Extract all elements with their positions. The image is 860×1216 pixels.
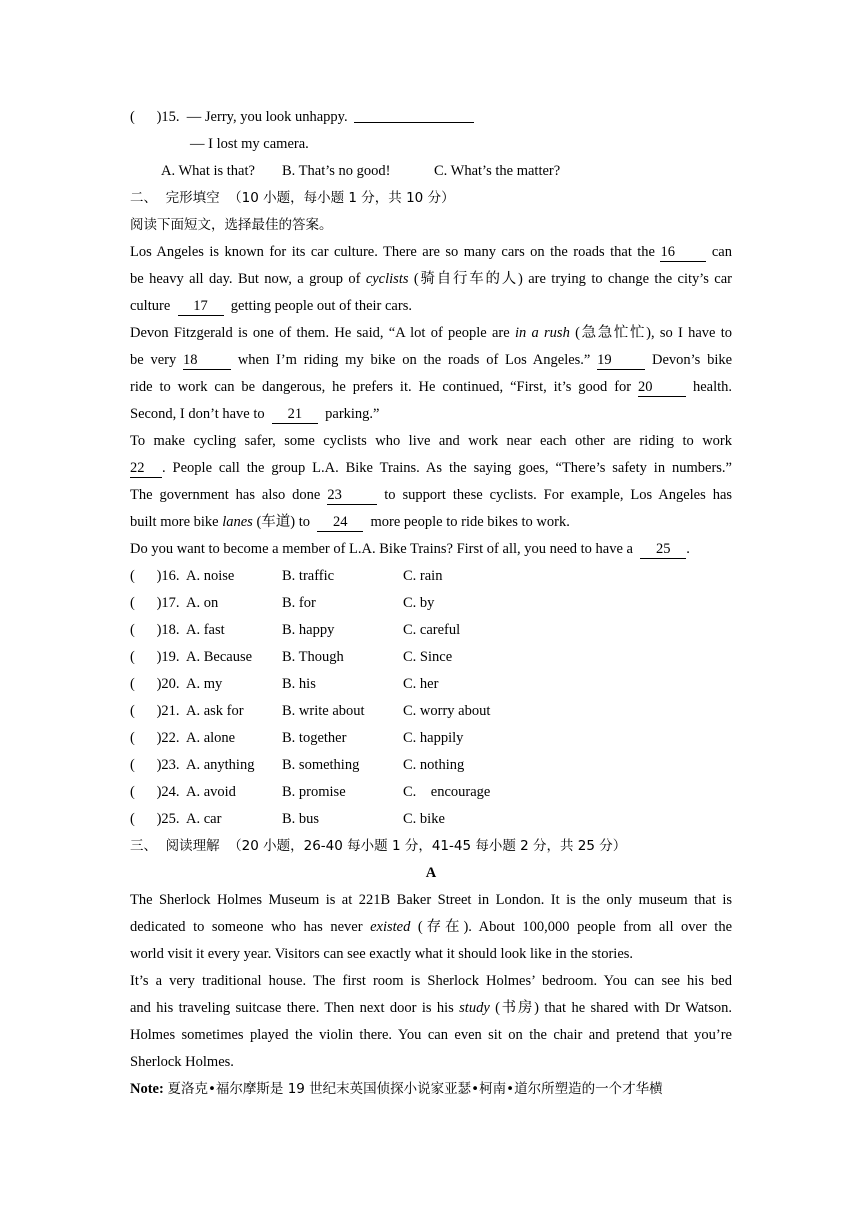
reading-text: dedicated to someone who has never: [130, 919, 363, 935]
cloze-text: ride to work can be dangerous, he prefers it. He continued, “First, it’s good for: [130, 379, 632, 395]
cloze-text: more people to ride bikes to work.: [370, 514, 570, 530]
option-a: A. ask for: [186, 703, 244, 719]
option-a: A. anything: [186, 757, 255, 773]
option-b: B. happy: [282, 622, 335, 638]
blank-25: 25: [640, 541, 686, 559]
reading-text: Sherlock Holmes.: [130, 1054, 234, 1070]
option-b: B. traffic: [282, 568, 335, 584]
question-number: ( )23.: [130, 757, 180, 773]
cloze-text: can: [711, 244, 732, 260]
cloze-text: to support these cyclists. For example, Los Angeles has: [384, 487, 733, 503]
cloze-line: [130, 536, 732, 563]
reading-text: The Sherlock Holmes Museum is at 221B Baker Street in London. It is the only museum that is: [130, 892, 732, 908]
blank-21: 21: [272, 406, 318, 424]
cloze-text: The government has also done: [130, 487, 321, 503]
option-c: C. Since: [403, 649, 453, 665]
choice-row: [130, 779, 732, 806]
cloze-text: parking.”: [325, 406, 380, 422]
option-c: C. rain: [403, 568, 443, 584]
question-number: ( )18.: [130, 622, 180, 638]
question-number: ( )17.: [130, 595, 180, 611]
question-15-stem: [130, 104, 732, 131]
choice-list: [130, 563, 732, 833]
reading-line: [130, 1022, 732, 1049]
option-a: A. fast: [186, 622, 225, 638]
cloze-line: [130, 347, 732, 374]
question-number: ( )25.: [130, 811, 180, 827]
cloze-text: (急急忙忙), so I have to: [575, 325, 733, 341]
option-a: A. Because: [186, 649, 253, 665]
reading-text: (存在). About 100,000 people from all over the: [417, 919, 733, 935]
reading-line: [130, 914, 732, 941]
option-a: A. What is that?: [161, 163, 255, 179]
option-b: B. bus: [282, 811, 320, 827]
cloze-line: [130, 482, 732, 509]
reading-text: world visit it every year. Visitors can see exactly what it should look like in the stories.: [130, 946, 634, 962]
question-number: ( )24.: [130, 784, 180, 800]
cloze-text: culture: [130, 298, 171, 314]
question-number: ( )16.: [130, 568, 180, 584]
option-a: A. car: [186, 811, 222, 827]
reading-line: [130, 995, 732, 1022]
blank-22: 22: [130, 460, 162, 478]
cloze-text: Los Angeles is known for its car culture. There are so many cars on the roads that the: [130, 244, 655, 260]
cloze-text: Second, I don’t have to: [130, 406, 265, 422]
blank-19: 19: [597, 352, 645, 370]
option-c: C. nothing: [403, 757, 465, 773]
option-b: B. promise: [282, 784, 346, 800]
choice-row: [130, 806, 732, 833]
section-3-title: 三、 阅读理解 （20 小题，26-40 每小题 1 分，41-45 每小题 2 分，共 25 分）: [130, 838, 627, 854]
cloze-text: To make cycling safer, some cyclists who live and work near each other are riding to work: [130, 433, 732, 449]
reading-line: [130, 1049, 732, 1076]
cloze-line: [130, 293, 732, 320]
cloze-text: be very: [130, 352, 177, 368]
cloze-text: when I’m riding my bike on the roads of Los Angeles.”: [237, 352, 591, 368]
choice-row: [130, 617, 732, 644]
blank-16: 16: [660, 244, 706, 262]
cloze-line: [130, 401, 732, 428]
reading-text: Holmes sometimes played the violin there. You can even sit on the chair and pretend that you’re: [130, 1027, 732, 1043]
option-a: A. alone: [186, 730, 236, 746]
cloze-text: (车道) to: [256, 514, 311, 530]
option-b: B. for: [282, 595, 316, 611]
option-c: C. worry about: [403, 703, 491, 719]
italic-term: existed: [370, 919, 411, 935]
option-b: B. That’s no good!: [282, 163, 391, 179]
option-b: B. his: [282, 676, 316, 692]
section-2-title: 二、 完形填空 （10 小题，每小题 1 分，共 10 分）: [130, 190, 455, 206]
option-c: C. her: [403, 676, 439, 692]
reading-line: [130, 941, 732, 968]
blank-18: 18: [183, 352, 231, 370]
note-text: 夏洛克•福尔摩斯是 19 世纪末英国侦探小说家亚瑟•柯南•道尔所塑造的一个才华横: [167, 1081, 663, 1097]
cloze-text: Devon’s bike: [651, 352, 733, 368]
choice-row: [130, 725, 732, 752]
option-b: B. together: [282, 730, 347, 746]
cloze-text: Do you want to become a member of L.A. Bike Trains? First of all, you need to have a: [130, 541, 633, 557]
question-number: ( )21.: [130, 703, 180, 719]
question-15-reply: [130, 131, 732, 158]
cloze-line: [130, 455, 732, 482]
exam-page: [130, 104, 732, 1103]
choice-row: [130, 671, 732, 698]
cloze-text: . People call the group L.A. Bike Trains. As the saying goes, “There’s safety in numbers.”: [162, 460, 732, 476]
cloze-line: [130, 320, 732, 347]
reading-line: [130, 887, 732, 914]
choice-row: [130, 590, 732, 617]
italic-term: in a rush: [514, 325, 570, 341]
blank-20: 20: [638, 379, 686, 397]
italic-term: study: [459, 1000, 490, 1016]
choice-row: [130, 698, 732, 725]
choice-row: [130, 752, 732, 779]
cloze-text: built more bike: [130, 514, 219, 530]
reading-text: It’s a very traditional house. The first room is Sherlock Holmes’ bedroom. You can see his bed: [130, 973, 732, 989]
choice-row: [130, 563, 732, 590]
reading-text: (书房) that he shared with Dr Watson.: [495, 1000, 732, 1016]
option-a: A. on: [186, 595, 219, 611]
choice-row: [130, 644, 732, 671]
option-b: B. Though: [282, 649, 344, 665]
option-b: B. something: [282, 757, 360, 773]
cloze-text: health.: [692, 379, 733, 395]
answer-blank-line: [354, 108, 474, 123]
option-c: C. careful: [403, 622, 461, 638]
note-label: Note:: [130, 1081, 164, 1097]
question-number: ( )22.: [130, 730, 180, 746]
cloze-text: getting people out of their cars.: [230, 298, 412, 314]
option-c: C. What’s the matter?: [434, 163, 561, 179]
option-a: A. my: [186, 676, 223, 692]
passage-label: A: [425, 865, 437, 881]
question-15-text: ( )15. — Jerry, you look unhappy.: [130, 109, 348, 125]
cloze-text: be heavy all day. But now, a group of: [130, 271, 361, 287]
blank-17: 17: [178, 298, 224, 316]
cloze-line: [130, 428, 732, 455]
option-c: C. bike: [403, 811, 445, 827]
cloze-line: [130, 266, 732, 293]
blank-23: 23: [327, 487, 377, 505]
option-c: C. by: [403, 595, 435, 611]
italic-term: lanes: [222, 514, 253, 530]
option-c: C. encourage: [403, 784, 491, 800]
question-number: ( )19.: [130, 649, 180, 665]
cloze-line: [130, 239, 732, 266]
note-line: [130, 1076, 732, 1103]
section-2-instruction: 阅读下面短文，选择最佳的答案。: [130, 217, 333, 233]
question-15-options: [130, 158, 732, 185]
cloze-line: [130, 374, 732, 401]
cloze-text: (骑自行车的人) are trying to change the city’s car: [413, 271, 733, 287]
cloze-line: [130, 509, 732, 536]
option-a: A. avoid: [186, 784, 236, 800]
reading-line: [130, 968, 732, 995]
option-c: C. happily: [403, 730, 464, 746]
reading-text: and his traveling suitcase there. Then next door is his: [130, 1000, 454, 1016]
option-b: B. write about: [282, 703, 365, 719]
question-number: ( )20.: [130, 676, 180, 692]
cloze-text: Devon Fitzgerald is one of them. He said, “A lot of people are: [130, 325, 510, 341]
question-15-reply-text: — I lost my camera.: [190, 136, 309, 152]
blank-24: 24: [317, 514, 363, 532]
cloze-text: .: [686, 541, 690, 557]
italic-term: cyclists: [365, 271, 409, 287]
option-a: A. noise: [186, 568, 235, 584]
